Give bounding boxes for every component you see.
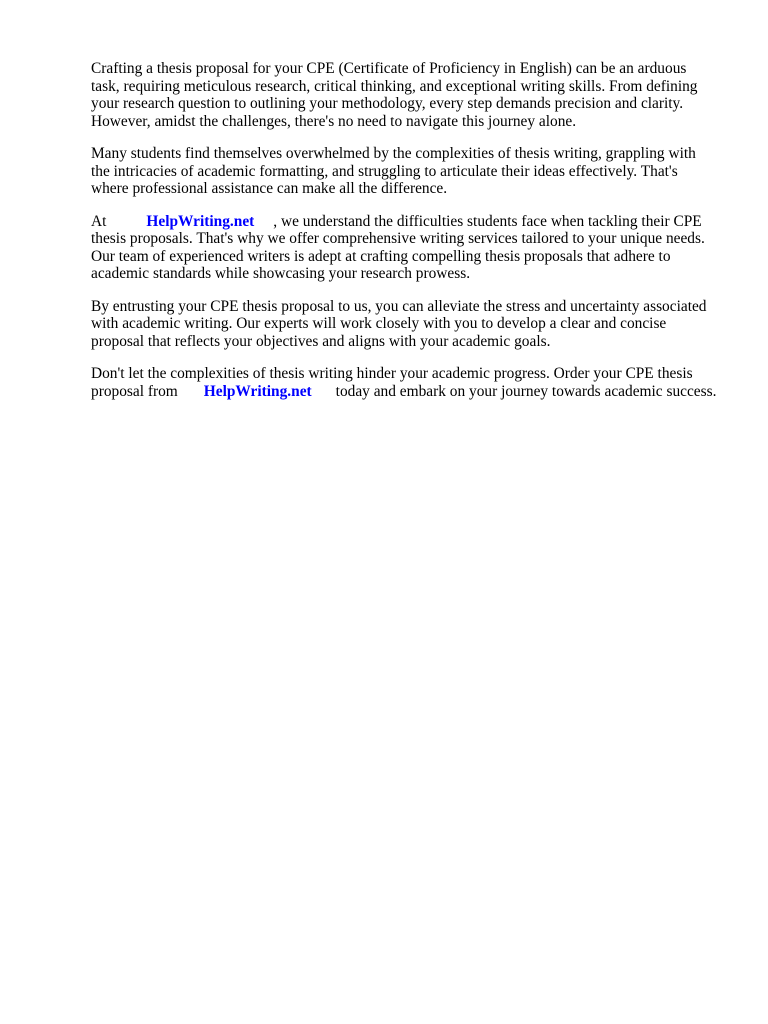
helpwriting-link[interactable]: HelpWriting.net [146, 212, 255, 230]
text-line: Many students find themselves overwhelmed by the complexities of thesis writing, grappling with [91, 145, 696, 162]
text-segment: today and embark on your journey towards academic success. [335, 382, 717, 400]
text-line: your research question to outlining your methodology, every step demands precision and clarity. [91, 95, 684, 112]
text-line: with academic writing. Our experts will work closely with you to develop a clear and concise [91, 315, 667, 332]
paragraph-service [91, 213, 731, 283]
text-line: Our team of experienced writers is adept at crafting compelling thesis proposals that adhere to [91, 247, 671, 265]
text-segment: proposal from [91, 382, 178, 400]
text-line: Crafting a thesis proposal for your CPE (Certificate of Proficiency in English) can be an arduous [91, 60, 687, 77]
text-line: Don't let the complexities of thesis writing hinder your academic progress. Order your CPE thesis [91, 365, 693, 382]
text-segment: , we understand the difficulties students face when tackling their CPE [273, 212, 702, 230]
paragraph-challenges [91, 145, 731, 198]
text-segment: At [91, 212, 107, 230]
text-line: proposal that reflects your objectives and aligns with your academic goals. [91, 332, 551, 350]
text-line: the intricacies of academic formatting, and struggling to articulate their ideas effectively. That's [91, 162, 678, 180]
text-line: However, amidst the challenges, there's no need to navigate this journey alone. [91, 112, 577, 130]
text-line [91, 383, 731, 401]
helpwriting-link[interactable]: HelpWriting.net [203, 382, 312, 400]
text-line: task, requiring meticulous research, critical thinking, and exceptional writing skills. From defining [91, 77, 698, 95]
text-line: academic standards while showcasing your research prowess. [91, 265, 471, 282]
paragraph-call-to-action [91, 365, 731, 400]
text-line [91, 213, 731, 231]
paragraph-intro [91, 60, 731, 130]
text-line: By entrusting your CPE thesis proposal to us, you can alleviate the stress and uncertainty associated [91, 297, 707, 315]
paragraph-benefits [91, 298, 731, 351]
document-body [91, 60, 731, 415]
text-line: thesis proposals. That's why we offer comprehensive writing services tailored to your unique needs. [91, 230, 705, 247]
text-line: where professional assistance can make all the difference. [91, 180, 448, 197]
